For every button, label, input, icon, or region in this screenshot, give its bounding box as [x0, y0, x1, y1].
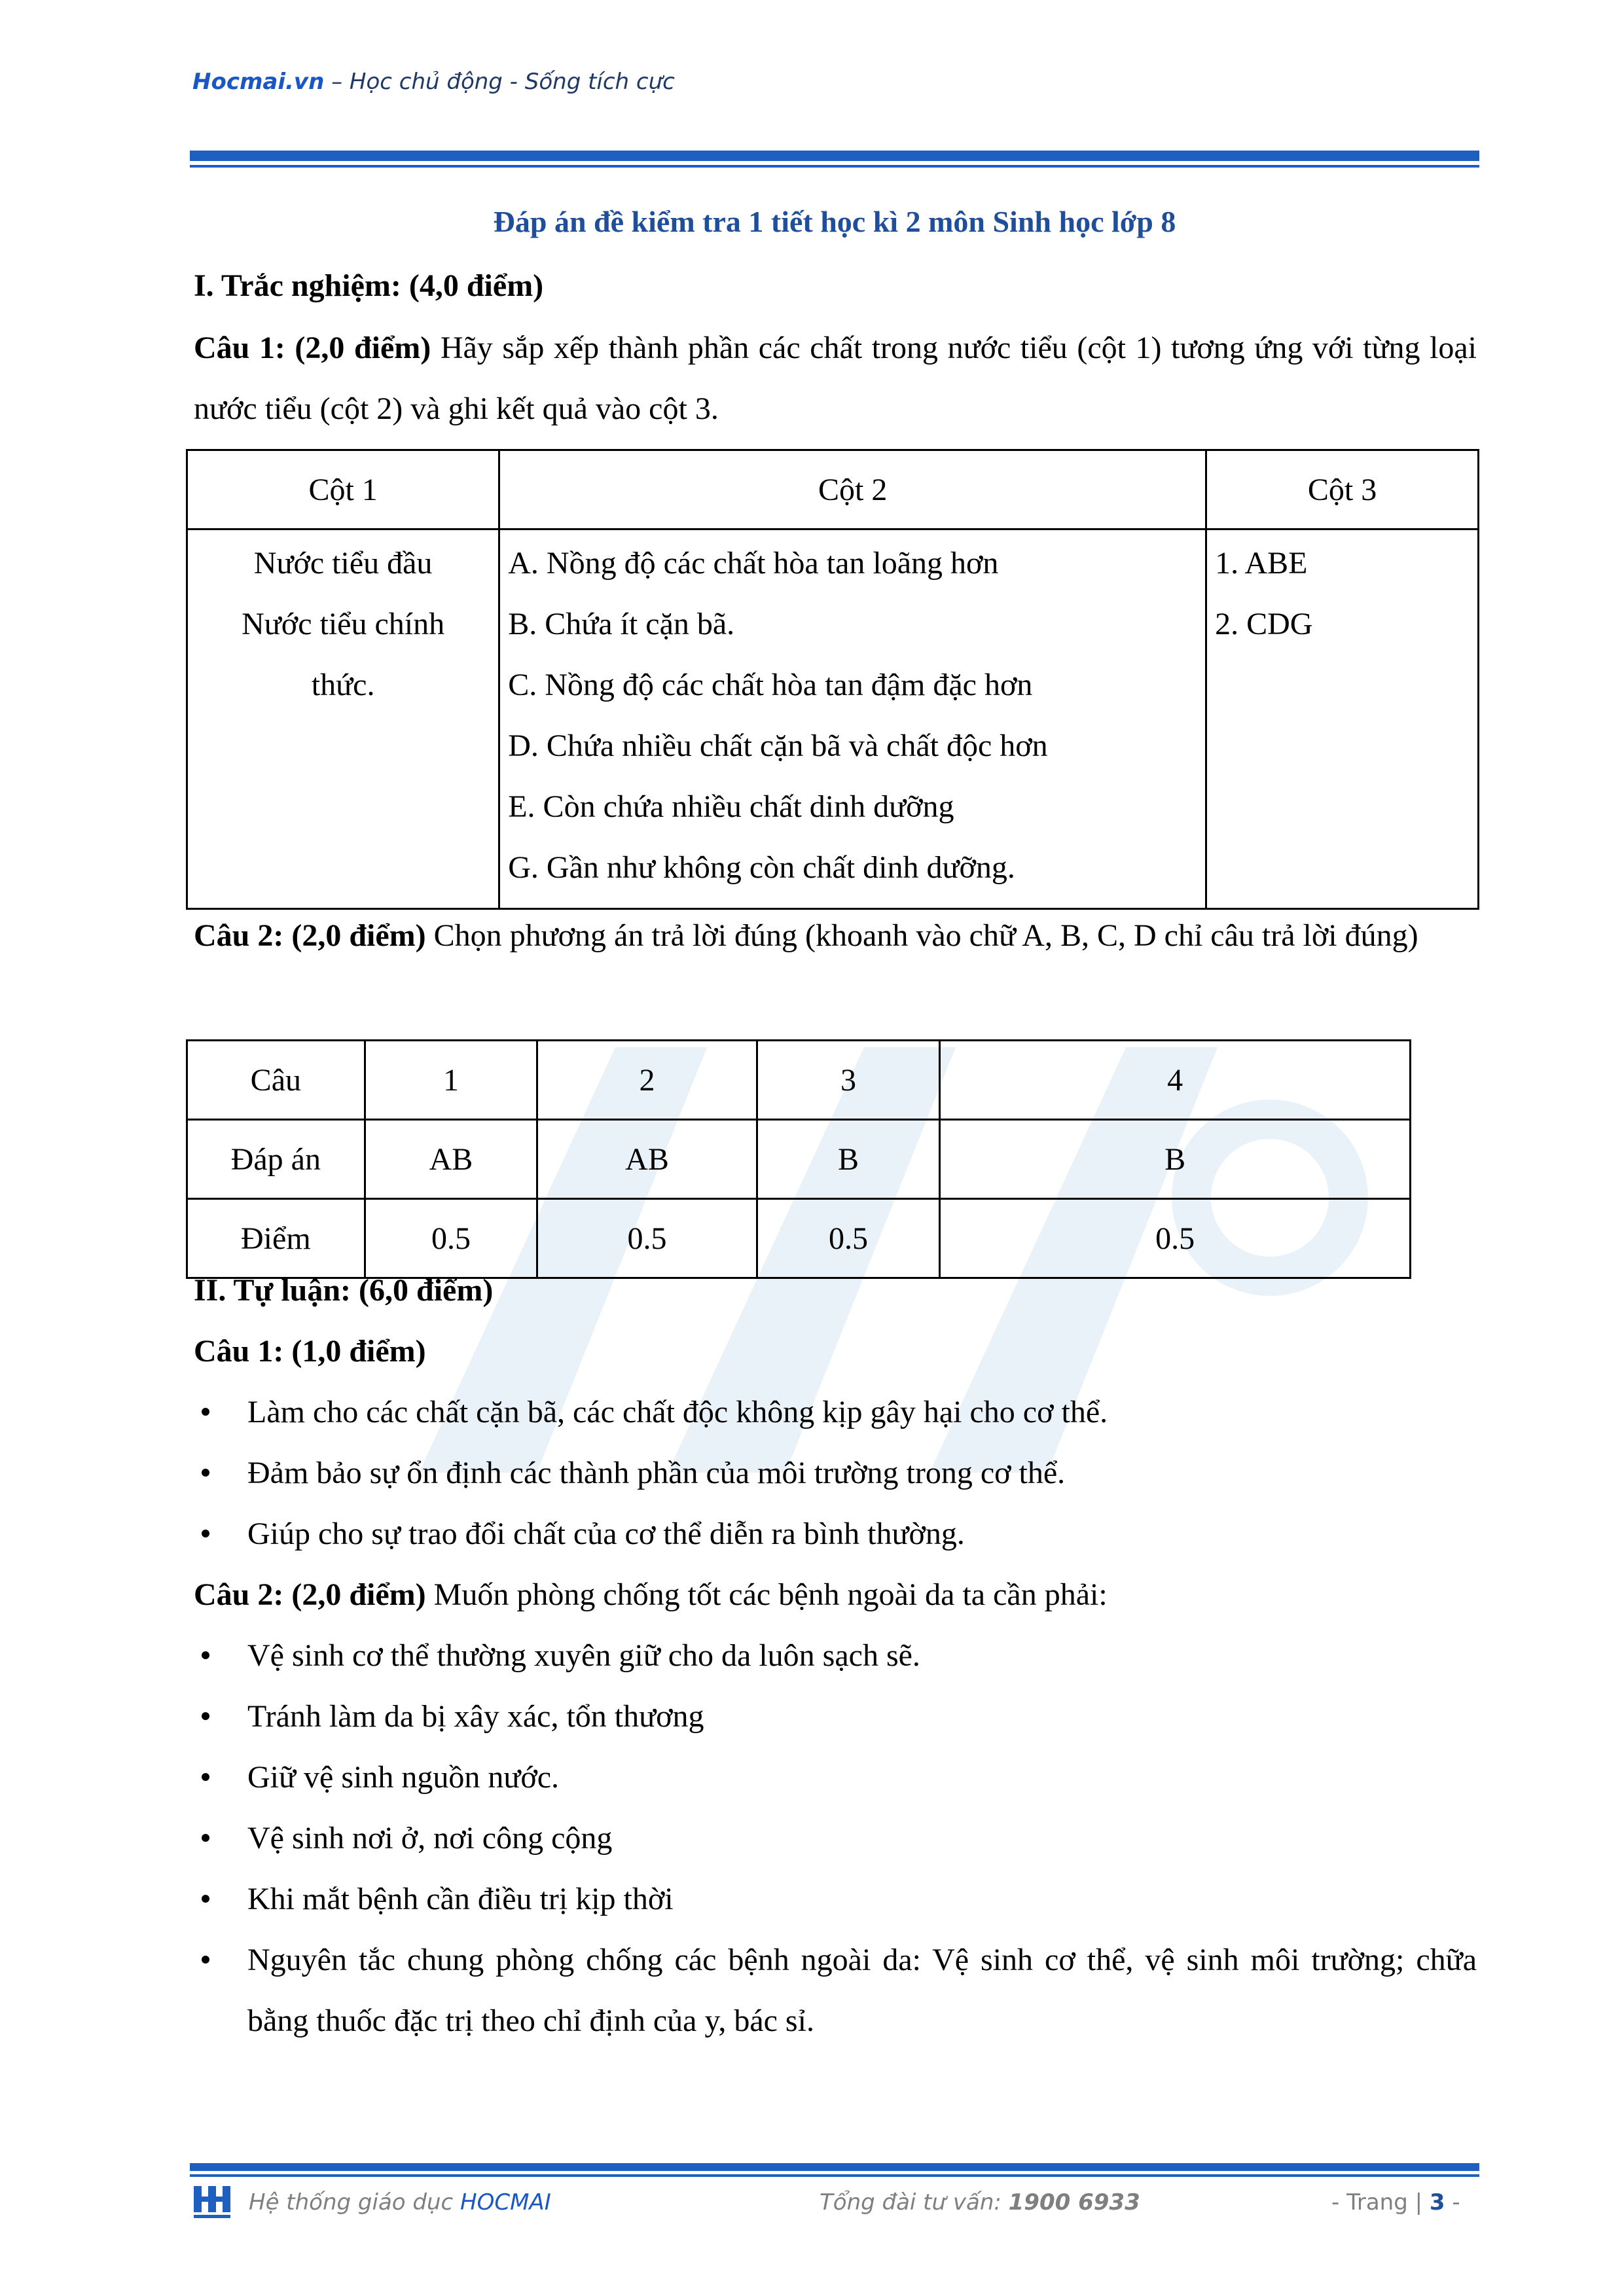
page-title: Đáp án đề kiểm tra 1 tiết học kì 2 môn Sinh học lớp 8 — [493, 205, 1176, 238]
answer-cell: Điểm — [187, 1199, 365, 1278]
footer-mid-prefix: Tổng đài tư vấn: — [820, 2189, 1009, 2215]
section2-heading-text: II. Tự luận: (6,0 điểm) — [194, 1273, 494, 1308]
answer-cell: 3 — [757, 1041, 940, 1120]
col1-line: thức. — [311, 668, 375, 702]
footer-page-prefix: - Trang | — [1331, 2189, 1430, 2215]
col3-answer: 1. ABE — [1215, 546, 1308, 581]
col2-option: D. Chứa nhiều chất cặn bã và chất độc hơn — [508, 728, 1048, 763]
col2-option: E. Còn chứa nhiều chất dinh dưỡng — [508, 789, 954, 824]
q2-text: Chọn phương án trả lời đúng (khoanh vào chữ A, B, C, D chỉ câu trả lời đúng) — [425, 918, 1418, 953]
section1-heading-text: I. Trắc nghiệm: (4,0 điểm) — [194, 268, 544, 303]
col2-option: G. Gần như không còn chất dinh dưỡng. — [508, 850, 1015, 885]
answer-cell: AB — [365, 1120, 537, 1199]
page-number: 3 — [1429, 2189, 1445, 2215]
list-item: Làm cho các chất cặn bã, các chất độc không kịp gây hại cho cơ thể. — [194, 1382, 1477, 1443]
footer-rule — [190, 2163, 1479, 2171]
footer-page-number — [1331, 2189, 1460, 2215]
header-tagline — [192, 69, 675, 95]
footer-hotline — [820, 2189, 1140, 2215]
answer-cell: Câu — [187, 1041, 365, 1120]
answer-row-question — [187, 1041, 1411, 1120]
footer-left-brand: HOCMAI — [460, 2189, 551, 2215]
essay2-label: Câu 2: (2,0 điểm) — [194, 1577, 426, 1612]
answer-cell: 0.5 — [940, 1199, 1411, 1278]
hocmai-logo-icon — [191, 2182, 233, 2220]
essay1-heading — [194, 1321, 1477, 1382]
essay1-list — [194, 1382, 1477, 1564]
q2-prompt — [194, 905, 1477, 966]
list-item: Khi mắt bệnh cần điều trị kịp thời — [194, 1869, 1477, 1929]
answer-row-answer — [187, 1120, 1411, 1199]
list-item: Giữ vệ sinh nguồn nước. — [194, 1747, 1477, 1808]
col1-line: Nước tiểu đầu — [253, 546, 433, 581]
answer-cell: 0.5 — [757, 1199, 940, 1278]
section2-heading — [194, 1260, 1477, 1321]
list-item: Tránh làm da bị xây xác, tổn thương — [194, 1686, 1477, 1747]
header-brand: Hocmai.vn — [192, 69, 325, 95]
section1-heading — [194, 255, 1477, 316]
answer-cell: 0.5 — [365, 1199, 537, 1278]
q2-label: Câu 2: (2,0 điểm) — [194, 918, 426, 953]
footer-system — [249, 2189, 551, 2215]
essay1-label: Câu 1: (1,0 điểm) — [194, 1334, 426, 1369]
matching-header-col2: Cột 2 — [499, 450, 1206, 529]
essay2-text: Muốn phòng chống tốt các bệnh ngoài da ta cần phải: — [425, 1577, 1108, 1612]
col2-option: C. Nồng độ các chất hòa tan đậm đặc hơn — [508, 668, 1033, 702]
footer-page-suffix: - — [1445, 2189, 1460, 2215]
matching-header-col3: Cột 3 — [1206, 450, 1479, 529]
answer-cell: B — [940, 1120, 1411, 1199]
matching-table — [186, 449, 1479, 910]
answer-cell: 0.5 — [537, 1199, 757, 1278]
answer-cell: Đáp án — [187, 1120, 365, 1199]
q1-label: Câu 1: (2,0 điểm) — [194, 331, 431, 365]
list-item: Vệ sinh cơ thể thường xuyên giữ cho da luôn sạch sẽ. — [194, 1625, 1477, 1686]
header-rule-thin — [190, 165, 1479, 168]
answer-table — [186, 1039, 1411, 1279]
footer-left-prefix: Hệ thống giáo dục — [249, 2189, 461, 2215]
matching-col3-cell — [1206, 529, 1479, 909]
list-item: Đảm bảo sự ổn định các thành phần của môi trường trong cơ thể. — [194, 1443, 1477, 1503]
col1-line: Nước tiểu chính — [242, 607, 445, 641]
matching-col2-cell — [499, 529, 1206, 909]
answer-cell: AB — [537, 1120, 757, 1199]
list-item: Vệ sinh nơi ở, nơi công cộng — [194, 1808, 1477, 1869]
answer-cell: B — [757, 1120, 940, 1199]
footer-rule-thin — [190, 2174, 1479, 2177]
matching-col1-cell — [187, 529, 499, 909]
answer-cell: 4 — [940, 1041, 1411, 1120]
header-rule — [190, 151, 1479, 161]
col2-option: A. Nồng độ các chất hòa tan loãng hơn — [508, 546, 999, 581]
q1-text: Hãy sắp xếp thành phần các chất trong nước tiểu (cột 1) tương ứng với từng loại nước tiểu (cột 2) và ghi kết quả vào cột 3. — [194, 331, 1477, 426]
essay2-list — [194, 1625, 1477, 2051]
col2-option: B. Chứa ít cặn bã. — [508, 607, 735, 641]
q1-prompt — [194, 317, 1477, 439]
essay2-prompt — [194, 1564, 1477, 1625]
col3-answer: 2. CDG — [1215, 607, 1313, 641]
matching-header-col1: Cột 1 — [187, 450, 499, 529]
footer-phone: 1900 6933 — [1008, 2189, 1140, 2215]
answer-cell: 2 — [537, 1041, 757, 1120]
answer-cell: 1 — [365, 1041, 537, 1120]
header-slogan: – Học chủ động - Sống tích cực — [324, 69, 675, 95]
list-item: Nguyên tắc chung phòng chống các bệnh ngoài da: Vệ sinh cơ thể, vệ sinh môi trường; chữa bằng thuốc đặc trị theo chỉ định của y, bác sỉ. — [194, 1929, 1477, 2051]
list-item: Giúp cho sự trao đổi chất của cơ thể diễn ra bình thường. — [194, 1503, 1477, 1564]
